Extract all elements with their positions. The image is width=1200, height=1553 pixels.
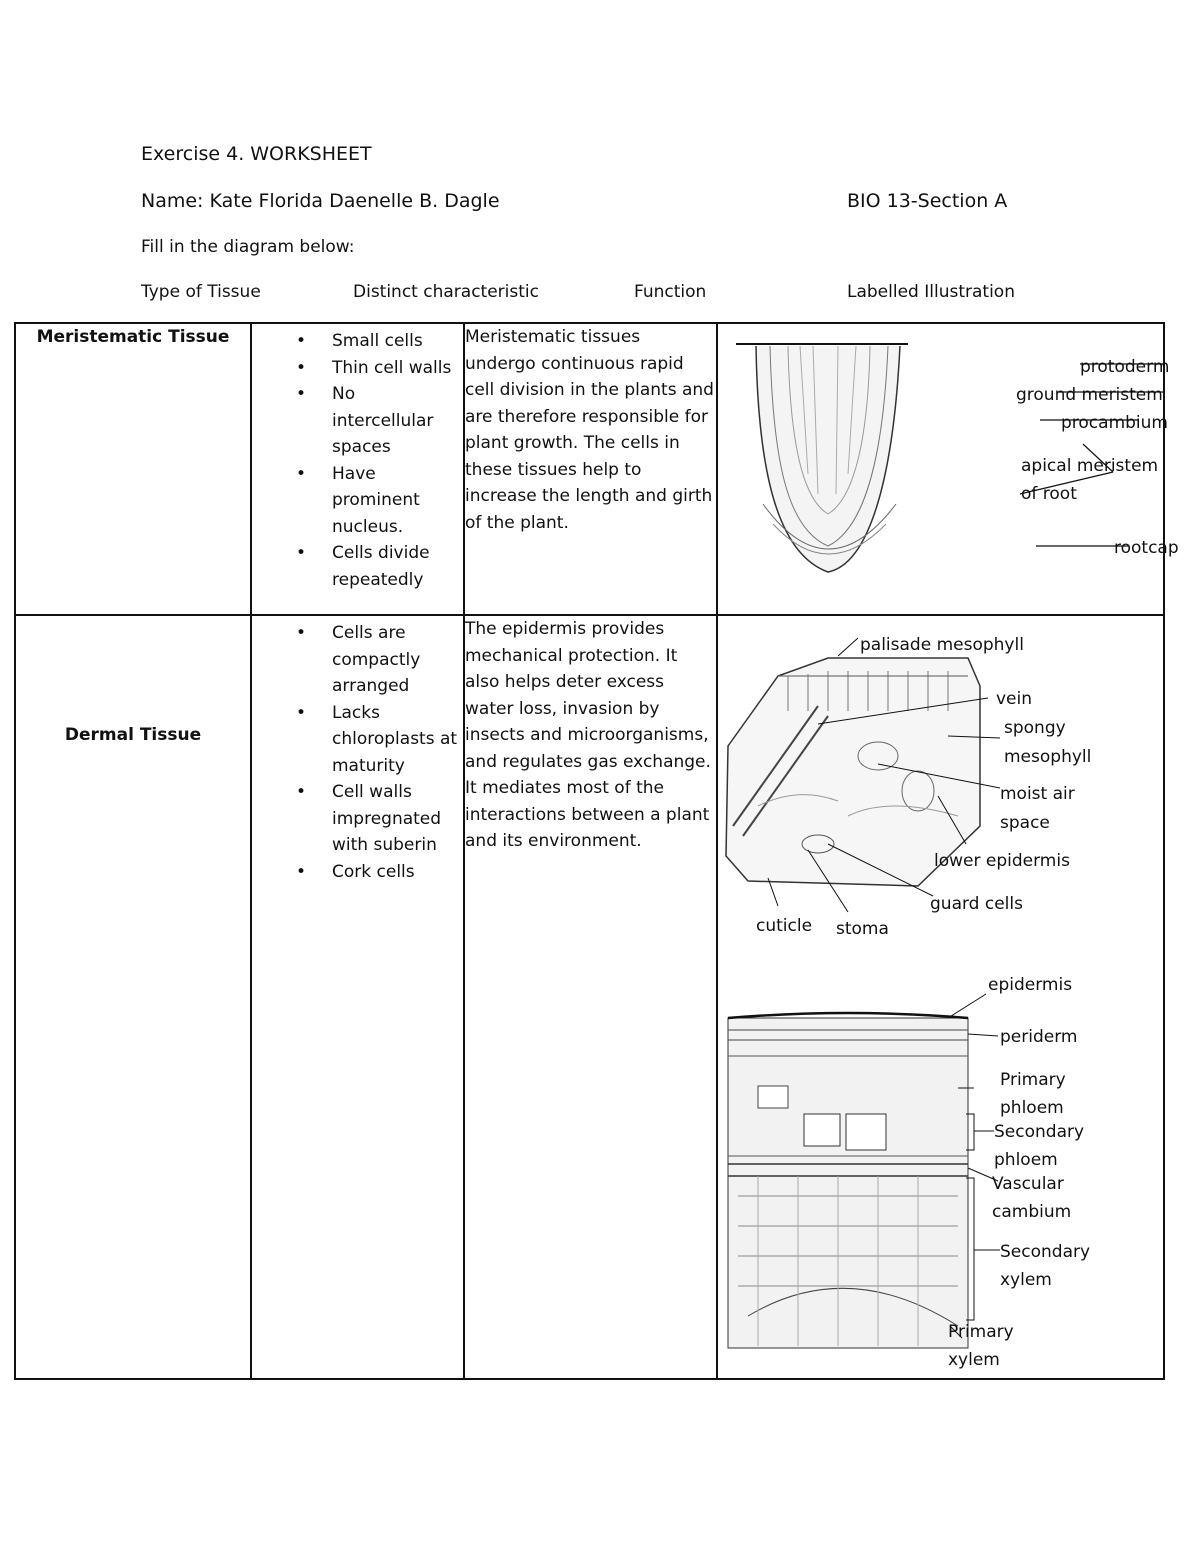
- label-palisade-mesophyll: palisade mesophyll: [860, 635, 1024, 655]
- course-section: BIO 13-Section A: [847, 190, 1008, 212]
- list-item: • Cells are compactly arranged: [252, 620, 463, 700]
- label-primary-xylem: Primary xylem: [948, 1322, 1014, 1370]
- list-item: • Small cells: [252, 328, 463, 355]
- label-rootcap: rootcap: [1114, 538, 1179, 558]
- label-apical-meristem: apical meristem of root: [1021, 456, 1159, 504]
- label-periderm: periderm: [1000, 1027, 1078, 1047]
- label-cuticle: cuticle: [756, 916, 813, 936]
- label-vein: vein: [996, 689, 1033, 709]
- list-item: • Cell walls impregnated with suberin: [252, 779, 463, 859]
- instruction: Fill in the diagram below:: [141, 237, 355, 257]
- column-header-function: Function: [634, 282, 707, 302]
- label-protoderm: protoderm: [1080, 357, 1170, 377]
- student-name: Name: Kate Florida Daenelle B. Dagle: [141, 190, 500, 212]
- function-text: Meristematic tissues undergo continuous rapid cell division in the plants and are therefore responsible for plant growth. The cells in these tissues help to increase the length and girth of the plant.: [464, 323, 717, 615]
- label-secondary-xylem: Secondary xylem: [1000, 1242, 1091, 1290]
- characteristics-cell: [251, 615, 464, 1379]
- tissue-table: [14, 322, 1179, 1380]
- list-item: • Cells divide repeatedly: [252, 540, 463, 593]
- label-spongy-mesophyll: spongy mesophyll: [1004, 718, 1092, 767]
- list-item: • Have prominent nucleus.: [252, 461, 463, 541]
- characteristics-cell: [251, 323, 464, 615]
- table-row: [15, 615, 1164, 1379]
- column-header-type: Type of Tissue: [141, 282, 261, 302]
- label-guard-cells: guard cells: [930, 894, 1023, 914]
- tissue-type: Meristematic Tissue: [15, 323, 251, 615]
- illustration-cell: [717, 323, 1179, 615]
- label-stoma: stoma: [836, 919, 889, 939]
- list-item: • No intercellular spaces: [252, 381, 463, 461]
- column-header-characteristic: Distinct characteristic: [353, 282, 539, 302]
- list-item: • Lacks chloroplasts at maturity: [252, 700, 463, 780]
- label-moist-air-space: moist air space: [1000, 784, 1075, 833]
- label-epidermis: epidermis: [988, 975, 1073, 995]
- label-lower-epidermis: lower epidermis: [934, 851, 1070, 871]
- label-secondary-phloem: Secondary phloem: [994, 1122, 1085, 1170]
- function-text: The epidermis provides mechanical protection. It also helps deter excess water loss, invasion by insects and microorganisms, and regulates gas exchange. It mediates most of the interactions between a plant and its environment.: [464, 615, 717, 1379]
- label-ground-meristem: ground meristem: [1016, 385, 1163, 405]
- worksheet-title: Exercise 4. WORKSHEET: [141, 143, 372, 165]
- label-procambium: procambium: [1061, 413, 1168, 433]
- illustration-cell: [717, 615, 1164, 1379]
- table-row: [15, 323, 1164, 615]
- label-primary-phloem: Primary phloem: [1000, 1070, 1066, 1118]
- label-vascular-cambium: Vascular cambium: [992, 1174, 1072, 1222]
- list-item: • Thin cell walls: [252, 355, 463, 382]
- tissue-type: Dermal Tissue: [15, 615, 251, 1379]
- column-header-illustration: Labelled Illustration: [847, 282, 1015, 302]
- list-item: • Cork cells: [252, 859, 463, 886]
